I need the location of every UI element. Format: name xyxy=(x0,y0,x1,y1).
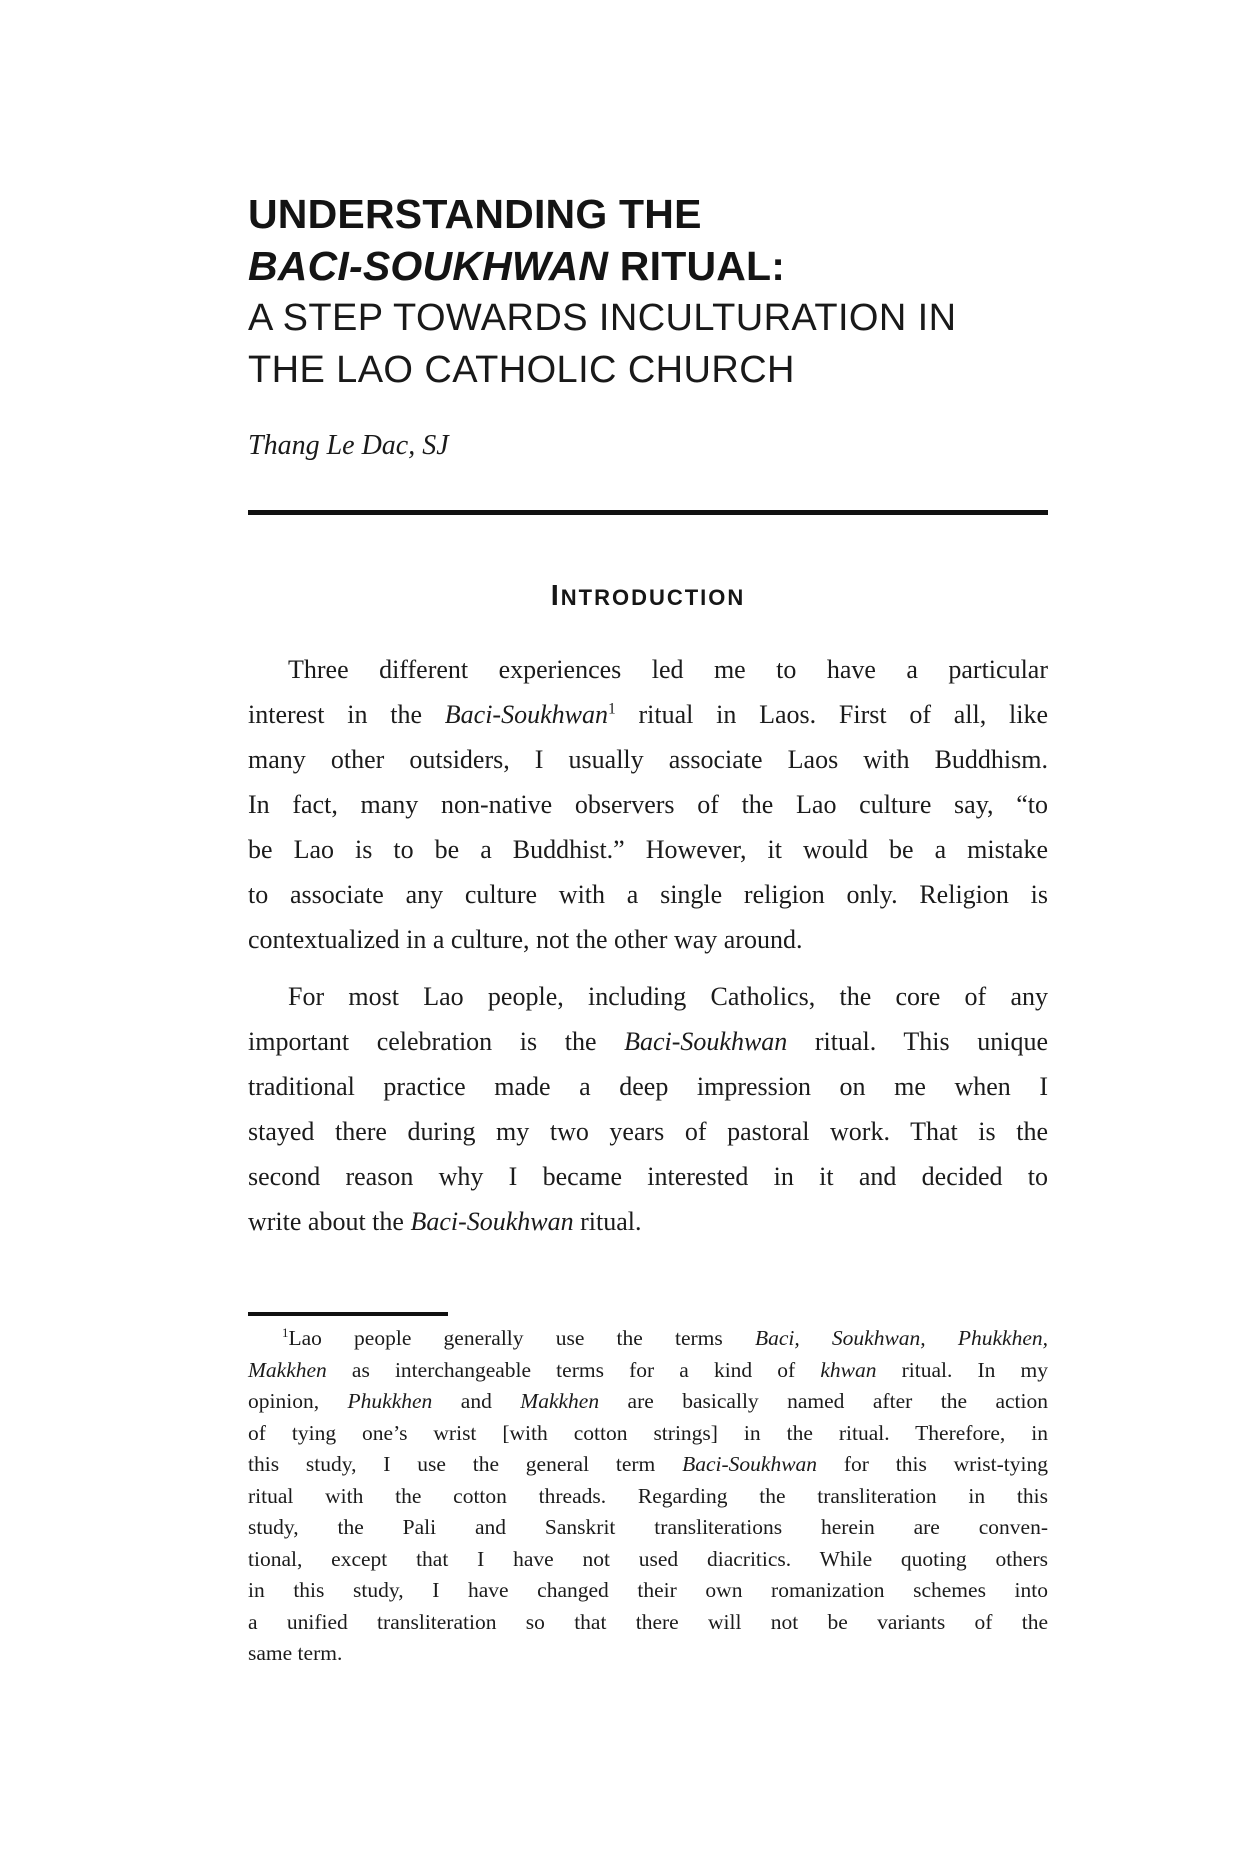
footnote-line xyxy=(248,1638,1048,1670)
text-segment: For most Lao people, including Catholics, the core of any xyxy=(288,982,1048,1011)
title-line xyxy=(248,188,1048,240)
body-text-line xyxy=(248,647,1048,692)
text-segment: Makkhen xyxy=(248,1357,327,1382)
footnote-line xyxy=(248,1449,1048,1481)
footnote-line xyxy=(248,1544,1048,1576)
text-segment: In fact, many non-native observers of the Lao culture say, “to xyxy=(248,790,1048,819)
text-segment: Baci, Soukhwan, Phukkhen, xyxy=(754,1326,1049,1350)
body-text-line xyxy=(248,737,1048,782)
text-segment: opinion, xyxy=(248,1389,348,1413)
body-text-line xyxy=(248,782,1048,827)
section-heading-rest: NTRODUCTION xyxy=(560,585,746,610)
text-segment: Lao people generally use the terms xyxy=(288,1326,755,1350)
text-segment: ritual. This unique xyxy=(787,1027,1048,1056)
text-segment: a unified transliteration so that there will not be variants of the xyxy=(248,1609,1048,1634)
footnote-line xyxy=(248,1386,1048,1418)
text-segment: contextualized in a culture, not the other way around. xyxy=(248,925,803,954)
body-text-line xyxy=(248,872,1048,917)
section-heading-introduction xyxy=(248,581,1048,616)
text-segment: stayed there during my two years of pastoral work. That is the xyxy=(248,1117,1048,1146)
section-heading-initial: I xyxy=(550,580,561,612)
text-segment: be Lao is to be a Buddhist.” However, it would be a mistake xyxy=(248,835,1048,864)
text-segment: are basically named after the action xyxy=(599,1389,1048,1413)
body-text-line xyxy=(248,974,1048,1019)
footnote-line xyxy=(248,1512,1048,1544)
paragraph xyxy=(248,974,1048,1244)
text-segment: Baci-Soukhwan xyxy=(410,1207,574,1236)
footnote-line xyxy=(248,1607,1048,1639)
text-segment: Three different experiences led me to have a particular xyxy=(288,655,1048,684)
title-line xyxy=(248,344,1048,396)
text-segment: this study, I use the general term xyxy=(248,1452,683,1476)
text-segment: and xyxy=(432,1389,521,1413)
author-byline: Thang Le Dac, SJ xyxy=(248,430,449,461)
title-line xyxy=(248,240,1048,292)
text-segment: RITUAL: xyxy=(608,243,786,289)
text-segment: important celebration is the xyxy=(248,1027,625,1056)
text-segment: to associate any culture with a single religion only. Religion is xyxy=(248,880,1048,909)
article-title xyxy=(248,188,1048,396)
text-segment: traditional practice made a deep impression on me when I xyxy=(248,1072,1048,1101)
text-segment: many other outsiders, I usually associate Laos with Buddhism. xyxy=(248,745,1048,774)
footnote-line xyxy=(248,1481,1048,1513)
body-text-line xyxy=(248,1199,1048,1244)
body-text-line xyxy=(248,917,1048,962)
text-segment: for this wrist-tying xyxy=(817,1452,1048,1476)
body-text-line xyxy=(248,1154,1048,1199)
text-segment: ritual with the cotton threads. Regarding the transliteration in this xyxy=(248,1483,1048,1508)
text-segment: tional, except that I have not used diacritics. While quoting others xyxy=(248,1546,1048,1571)
text-segment: of tying one’s wrist [with cotton strings] in the ritual. Therefore, in xyxy=(248,1420,1048,1445)
footnote-line xyxy=(248,1355,1048,1387)
text-segment: Baci-Soukhwan xyxy=(682,1452,818,1476)
text-segment: in this study, I have changed their own romanization schemes into xyxy=(248,1578,1048,1602)
body-text-line xyxy=(248,692,1048,737)
text-segment: BACI-SOUKHWAN xyxy=(248,243,609,289)
text-segment: Makkhen xyxy=(520,1389,600,1413)
text-segment: Phukkhen xyxy=(347,1389,433,1413)
text-segment: ritual. xyxy=(573,1207,642,1236)
text-segment: A STEP TOWARDS INCULTURATION IN xyxy=(248,297,957,339)
text-segment: study, the Pali and Sanskrit transliterations herein are conven- xyxy=(248,1515,1048,1539)
text-segment: same term. xyxy=(248,1641,343,1665)
body-text-line xyxy=(248,1109,1048,1154)
page-content xyxy=(248,0,1048,1670)
footnote-separator-rule xyxy=(248,1312,448,1316)
text-segment: second reason why I became interested in it and decided to xyxy=(248,1162,1048,1191)
text-segment: Baci-Soukhwan xyxy=(444,700,608,729)
title-divider-rule xyxy=(248,510,1048,515)
text-segment: Baci-Soukhwan xyxy=(624,1027,788,1056)
text-segment: as interchangeable terms for a kind of xyxy=(326,1357,821,1382)
footnote-reference-superscript: 1 xyxy=(282,1325,289,1340)
text-segment: khwan xyxy=(820,1357,877,1382)
body-text-line xyxy=(248,1019,1048,1064)
footnote-line xyxy=(248,1418,1048,1450)
body-text-line xyxy=(248,1064,1048,1109)
footnote-line xyxy=(248,1575,1048,1607)
text-segment: write about the xyxy=(248,1207,411,1236)
title-line xyxy=(248,292,1048,344)
body-text-line xyxy=(248,827,1048,872)
footnote-reference-superscript: 1 xyxy=(607,700,616,718)
text-segment: ritual. In my xyxy=(876,1357,1048,1382)
text-segment: ritual in Laos. First of all, like xyxy=(615,700,1048,729)
body-text xyxy=(248,647,1048,1244)
footnote-line xyxy=(248,1323,1048,1355)
paragraph xyxy=(248,647,1048,962)
text-segment: THE LAO CATHOLIC CHURCH xyxy=(248,349,795,391)
text-segment: UNDERSTANDING THE xyxy=(248,191,702,237)
text-segment: interest in the xyxy=(248,700,445,729)
footnote xyxy=(248,1323,1048,1670)
